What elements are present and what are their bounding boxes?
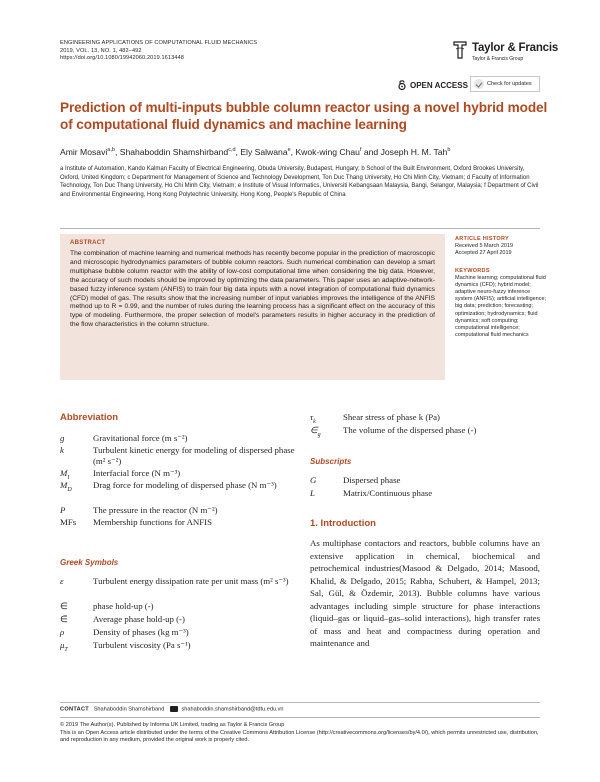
greek-definition: phase hold-up (-) — [93, 601, 154, 611]
abbrev-definition: Drag force for modeling of dispersed phase (N m⁻³) — [93, 480, 277, 490]
symbol-definition: Shear stress of phase k (Pa) — [343, 412, 440, 422]
abbrev-symbol: g — [60, 433, 65, 443]
email-icon — [170, 706, 178, 712]
abbrev-definition: The pressure in the reactor (N m⁻²) — [93, 505, 218, 515]
check-updates-icon — [474, 79, 484, 89]
abbrev-definition: Turbulent kinetic energy for modeling of dispersed phase (m² s⁻²) — [93, 445, 295, 466]
keywords-text: Machine learning; computational fluid dynamics (CFD); hybrid model; adaptive neuro-fuzzy inference system (ANFIS); artificial intelligence; big data; prediction; forecasting; optimization; hydrodynamics; fluid dynamics; soft computing; computational intelligence; computational fluid mechanics — [455, 275, 547, 338]
keywords — [455, 268, 547, 339]
doi-link[interactable]: https://doi.org/10.1080/19942060.2019.1613448 — [60, 55, 184, 62]
abbrev-row — [60, 445, 300, 466]
author-4[interactable]: Kwok-wing Chau$^f$ — [295, 146, 362, 157]
contact-line — [60, 706, 284, 714]
accepted-date: Accepted 27 April 2019 — [455, 250, 512, 257]
subscript-definition: Matrix/Continuous phase — [343, 488, 433, 498]
copyright-text: © 2019 The Author(s). Published by Informa UK Limited, trading as Taylor & Francis Group — [60, 722, 285, 728]
symbol: $\tau_k$ — [310, 412, 316, 425]
greek-definition: Turbulent viscosity (Pa s⁻¹) — [93, 640, 191, 650]
author-3[interactable]: Ely Salwana$^e$ — [240, 146, 291, 157]
greek-row — [60, 576, 300, 587]
journal-header — [60, 40, 257, 63]
article-title: Prediction of multi-inputs bubble column reactor using a novel hybrid model of computational fluid dynamics and machine learning — [60, 100, 548, 132]
abbrev-symbol: $M_D$ — [60, 480, 72, 493]
abbrev-row — [60, 480, 300, 491]
journal-name: ENGINEERING APPLICATIONS OF COMPUTATIONAL FLUID MECHANICS — [60, 40, 258, 46]
subscript-symbol: G — [310, 475, 317, 485]
open-lock-icon — [397, 80, 407, 90]
abstract-text: The combination of machine learning and numerical methods has recently become popular in the prediction of macroscopic and microscopic hydrodynamics parameters of bubble column reactors. Such numerical combination can develop a smart multiphase bubble column reactor with the ability of low-cost computational time when considering the big data. However, the accuracy of such models should be improved by optimizing the data parameters. This paper uses an adaptive-network-based fuzzy inference system (ANFIS) to train four big data inputs with a novel integration of computational fluid dynamics (CFD) model of gas. The results show that the increasing number of input variables improves the intelligence of the ANFIS method up to R = 0.99, and the number of rules during the learning process has a significant effect on the accuracy of this type of modeling. Furthermore, the proper selection of model's parameters results in higher accuracy in the prediction of the flow characteristics in the column structure. — [70, 250, 435, 329]
publisher-logo — [452, 40, 559, 64]
contact-label: CONTACT — [60, 706, 90, 713]
author-1[interactable]: Amir Mosavi$^{a,b}$ — [60, 146, 115, 157]
abbrev-definition: Interfacial force (N m⁻³) — [93, 468, 181, 478]
greek-definition: Turbulent energy dissipation rate per unit mass (m² s⁻³) — [93, 576, 289, 586]
greek-symbol: ε — [60, 576, 64, 586]
introduction-text: As multiphase contactors and reactors, bubble columns have an extensive application in chemical, biochemical and petrochemical industries(Masood & Delgado, 2014; Masood, Khalid, & Delgado, 2015; Rabha, Schubert, & Hampel, 2013; Sal, Gül, & Özdemir, 2013). Bubble columns have various advantages including simple structure for phase interactions (liquid–gas or liquid–gas–solid interactions), high transfer rates of mass and heat and compactness during operation and maintenance and — [310, 538, 540, 648]
article-history — [455, 236, 547, 257]
symbol: $\in_g$ — [310, 425, 321, 438]
check-updates-button[interactable] — [470, 76, 540, 92]
abstract-heading: ABSTRACT — [70, 240, 106, 246]
open-access-label: OPEN ACCESS — [410, 80, 468, 90]
subscript-symbol: L — [310, 488, 315, 498]
footer-divider — [60, 702, 540, 703]
greek-symbol: ∈ — [60, 601, 68, 611]
taylor-francis-icon — [452, 40, 468, 60]
keywords-heading: KEYWORDS — [455, 268, 490, 274]
author-5[interactable]: Joseph H. M. Tah$^b$ — [380, 146, 451, 157]
author-2[interactable]: Shahaboddin Shamshirband$^{c,d}$ — [119, 146, 236, 157]
contact-name: Shahaboddin Shamshirband — [93, 706, 165, 713]
greek-symbol: ρ — [60, 627, 65, 637]
received-date: Received 5 March 2019 — [455, 243, 514, 250]
author-list: Amir Mosavi$^{a,b}$, Shahaboddin Shamshirband$^{c,d}$, Ely Salwana$^e$, Kwok-wing Chau$^f$ and Joseph H. M. Tah$^b$ — [60, 146, 451, 157]
abbrev-symbol: P — [60, 505, 66, 515]
divider — [60, 228, 540, 229]
symbol-definition: The volume of the dispersed phase (-) — [343, 425, 477, 435]
greek-symbol: ∈̄ — [60, 614, 68, 624]
abbrev-symbol: $M_I$ — [60, 468, 70, 481]
open-access-badge — [397, 80, 468, 90]
publisher-group: Taylor & Francis Group — [472, 56, 524, 62]
abbrev-symbol: k — [60, 445, 64, 455]
contact-email[interactable]: shahaboddin.shamshirband@tdtu.edu.vn — [181, 706, 284, 713]
article-history-heading: ARTICLE HISTORY — [455, 236, 510, 242]
subscripts-heading: Subscripts — [310, 457, 352, 466]
greek-heading: Greek Symbols — [60, 558, 119, 567]
footer-divider — [60, 717, 540, 718]
subscript-definition: Dispersed phase — [343, 475, 401, 485]
introduction-heading: 1. Introduction — [310, 518, 376, 529]
abbrev-definition: Membership functions for ANFIS — [93, 517, 212, 527]
affiliations: a Institute of Automation, Kando Kalman Faculty of Electrical Engineering, Obuda University, Budapest, Hungary; b School of the Built Environment, Oxford Brookes University, Oxford, United Kingdom; c Department for Management of Science and Technology Development, Ton Duc Thang University, Ho Chi Minh City, Vietnam; d Faculty of Information Technology, Ton Duc Thang University, Ho Chi Minh City, Vietnam; e Institute of Visual Informatics, Universiti Kebangsaan Malaysia, Bangi, Selangor, Malaysia; f Department of Civil and Environmental Engineering, Hong Kong Polytechnic University, Hong Kong, People's Republic of China — [60, 166, 539, 198]
greek-definition: Density of phases (kg m⁻³) — [93, 627, 189, 637]
abbrev-symbol: MFs — [60, 517, 77, 527]
abbrev-row — [60, 433, 300, 443]
journal-volume: 2019, VOL. 13, NO. 1, 482–492 — [60, 47, 142, 54]
copyright-block — [60, 722, 542, 745]
publisher-name: Taylor & Francis — [472, 42, 559, 54]
greek-definition: Average phase hold-up (-) — [93, 614, 185, 624]
check-updates-label: Check for updates — [487, 81, 532, 87]
greek-symbol: $\mu_T$ — [60, 640, 68, 653]
license-text: This is an Open Access article distributed under the terms of the Creative Commons Attribution License (http://creativecommons.org/licenses/by/4.0/), which permits unrestricted use, distribution, and reproduction in any medium, provided the original work is properly cited. — [60, 729, 539, 743]
abbrev-definition: Gravitational force (m s⁻²) — [93, 433, 188, 443]
abbreviation-heading: Abbreviation — [60, 412, 119, 423]
